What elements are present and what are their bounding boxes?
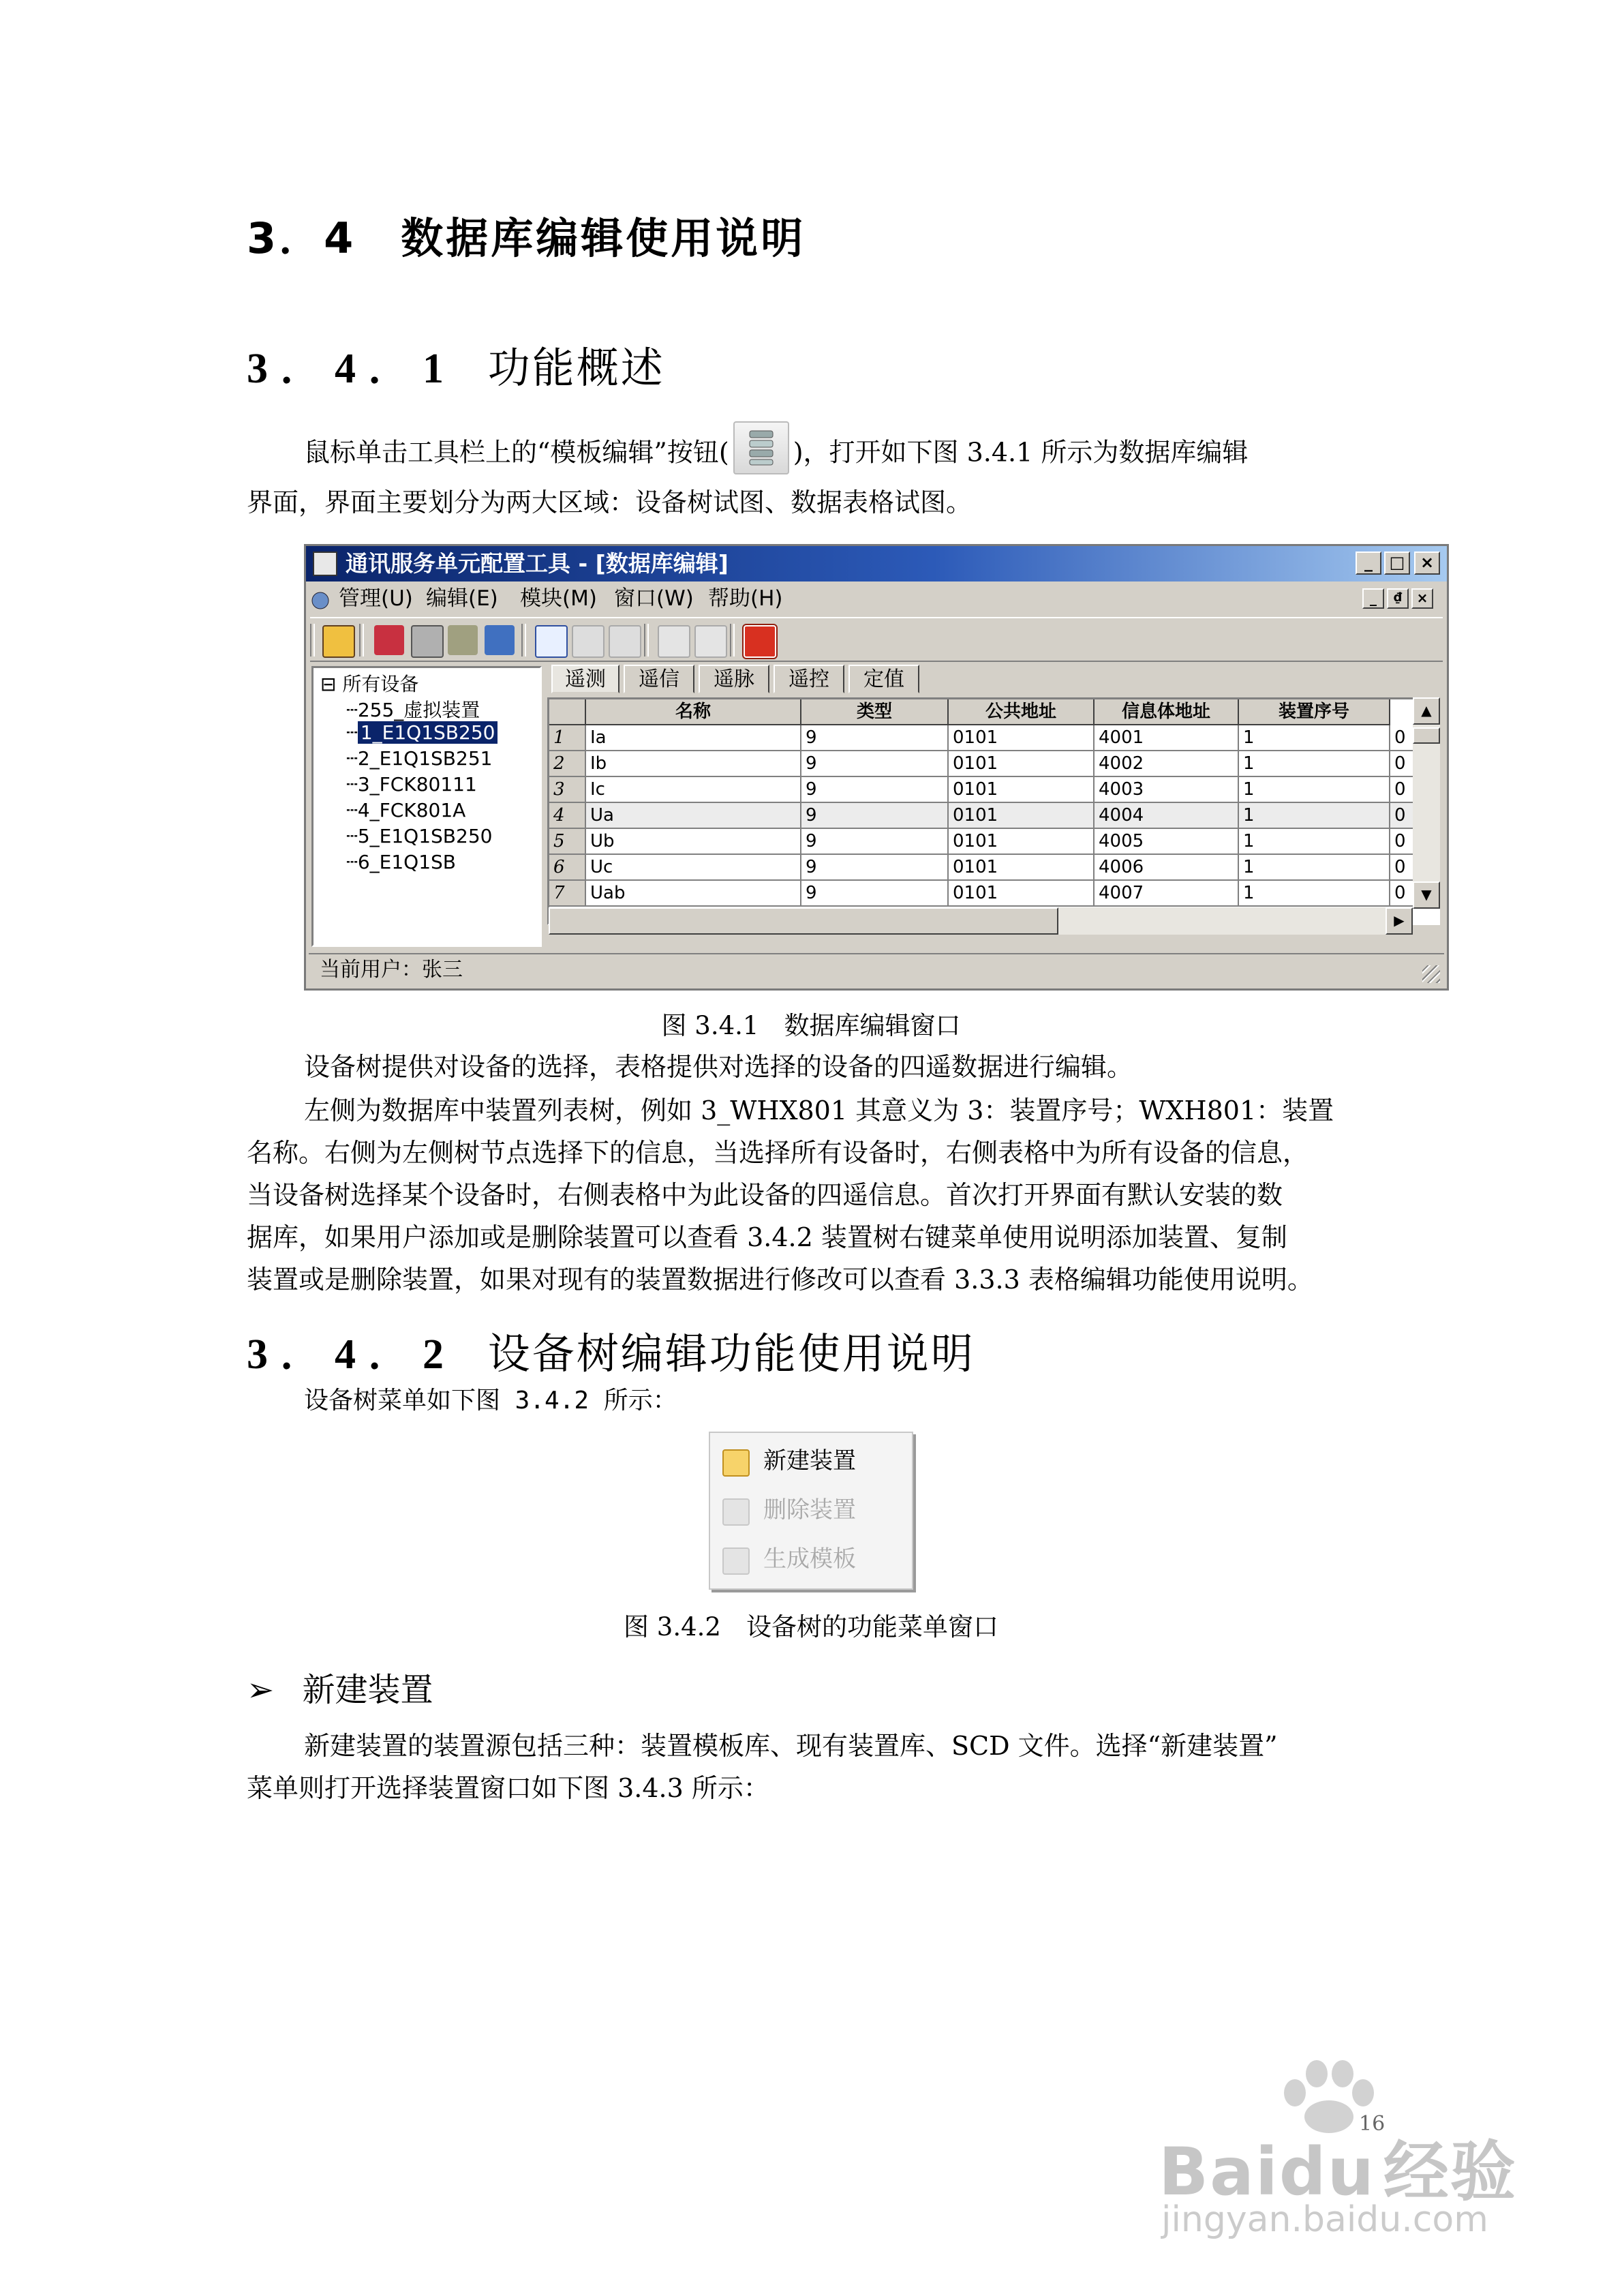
tree-item[interactable]: ┄4_FCK801A [346, 799, 466, 821]
table-cell[interactable]: 9 [801, 725, 949, 751]
table-cell[interactable]: 1 [1239, 829, 1390, 855]
paragraph-menu-intro: 设备树菜单如下图 3.4.2 所示： [304, 1387, 677, 1415]
resize-grip-icon[interactable] [1422, 965, 1440, 983]
watermark-cn: 经验 [1383, 2134, 1517, 2210]
mdi-close-button[interactable]: × [1411, 588, 1433, 609]
table-cell[interactable]: 0101 [949, 777, 1095, 803]
table-cell[interactable]: 1 [1239, 855, 1390, 881]
delete-icon[interactable] [609, 625, 641, 658]
scroll-up-icon[interactable]: ▲ [1413, 697, 1440, 725]
table-cell[interactable]: 4007 [1095, 881, 1239, 907]
table-cell[interactable]: 0101 [949, 803, 1095, 829]
table-cell[interactable]: Ic [586, 777, 801, 803]
paragraph-intro: 鼠标单击工具栏上的“模板编辑”按钮( )，打开如下图 3.4.1 所示为数据库编辑 界面，界面主要划分为两大区域：设备树试图、数据表格试图。 [247, 428, 1392, 524]
window-titlebar [306, 546, 1447, 581]
table-cell[interactable]: 1 [1239, 725, 1390, 751]
row-header[interactable]: 3 [549, 777, 586, 803]
mdi-doc-icon [310, 588, 331, 609]
table-cell[interactable]: 0 [1390, 751, 1440, 777]
table-cell[interactable]: 0 [1390, 855, 1440, 881]
menu-manage[interactable]: 管理(U) [339, 586, 413, 611]
tree-item[interactable]: ┄255_虚拟装置 [346, 699, 480, 721]
table-cell[interactable]: 0 [1390, 777, 1440, 803]
database-edit-window [304, 544, 1449, 991]
tree-item[interactable]: ┄5_E1Q1SB250 [346, 825, 493, 847]
table-cell[interactable]: 0 [1390, 803, 1440, 829]
device-tree-context-menu [709, 1432, 913, 1590]
table-cell[interactable]: 4006 [1095, 855, 1239, 881]
table-cell[interactable]: Ia [586, 725, 801, 751]
table-cell[interactable]: 4003 [1095, 777, 1239, 803]
scroll-thumb[interactable] [1413, 727, 1440, 744]
column-header[interactable]: 装置序号 [1239, 699, 1390, 725]
menu-window[interactable]: 窗口(W) [614, 586, 694, 611]
menu-edit[interactable]: 编辑(E) [426, 586, 498, 611]
figure-caption-1: 图 3.4.1 数据库编辑窗口 [661, 1011, 961, 1040]
tree-expand-icon[interactable]: ⊟ [320, 673, 337, 695]
status-user: 当前用户：张三 [320, 958, 463, 982]
tab-setting[interactable]: 定值 [848, 665, 919, 693]
paragraph-tree-detail: 左侧为数据库中装置列表树，例如 3_WHX801 其意义为 3：装置序号；WXH801：装置 名称。右侧为左侧树节点选择下的信息，当选择所有设备时，右侧表格中为所有设备的信息， 当设备树选择某个设备时，右侧表格中为此设备的四遥信息。首次打开界面有默认安装的数 据库，如果用户添加或是删除装置可以查看 3.4.2 装置树右键菜单使用说明添加装置、复制 装置或是删除装置，如果对现有的装置数据进行修改可以查看 3.3.3 表格编辑功能使用说明。 [247, 1096, 1334, 1295]
table-cell[interactable]: 4002 [1095, 751, 1239, 777]
tree-item-selected[interactable]: ┄ 1_E1Q1SB250 [346, 721, 498, 744]
row-header[interactable]: 4 [549, 803, 586, 829]
book-icon[interactable] [485, 625, 515, 655]
save-icon[interactable] [658, 625, 690, 658]
scroll-down-icon[interactable]: ▼ [1413, 881, 1440, 909]
tab-telemetry[interactable]: 遥测 [551, 665, 619, 693]
mdi-minimize-button[interactable]: _ [1362, 588, 1384, 609]
tab-telesignal[interactable]: 遥信 [624, 665, 694, 693]
subsection-title: 设备树编辑功能使用说明 [487, 1329, 975, 1378]
table-cell[interactable]: 0 [1390, 829, 1440, 855]
menu-module[interactable]: 模块(M) [520, 586, 597, 611]
tree-item[interactable]: ┄3_FCK80111 [346, 773, 477, 796]
copy-icon[interactable] [535, 625, 568, 658]
table-cell[interactable]: 0101 [949, 855, 1095, 881]
table-cell[interactable]: 0 [1390, 881, 1440, 907]
table-cell[interactable]: Ua [586, 803, 801, 829]
minimize-button[interactable]: _ [1356, 552, 1381, 575]
table-row[interactable] [549, 855, 1440, 881]
tree-item[interactable]: ┄6_E1Q1SB [346, 851, 457, 873]
template-edit-toolbar-icon[interactable] [411, 625, 444, 658]
table-row[interactable] [549, 751, 1440, 777]
table-cell[interactable]: Ub [586, 829, 801, 855]
table-cell[interactable]: 1 [1239, 751, 1390, 777]
row-header[interactable]: 5 [549, 829, 586, 855]
table-cell[interactable]: 9 [801, 751, 949, 777]
table-cell[interactable]: 1 [1239, 881, 1390, 907]
row-header[interactable]: 6 [549, 855, 586, 881]
column-header[interactable]: 信息体地址 [1095, 699, 1239, 725]
table-cell[interactable]: 0101 [949, 881, 1095, 907]
table-row[interactable] [549, 777, 1440, 803]
table-cell[interactable]: Uc [586, 855, 801, 881]
users-icon[interactable] [322, 625, 355, 658]
row-header[interactable]: 7 [549, 881, 586, 907]
table-cell[interactable]: 4004 [1095, 803, 1239, 829]
app-icon [313, 552, 337, 576]
row-header[interactable]: 1 [549, 725, 586, 751]
tab-telecontrol[interactable]: 遥控 [774, 665, 844, 693]
save-all-icon[interactable] [694, 625, 727, 658]
menu-help[interactable]: 帮助(H) [708, 586, 783, 611]
paragraph-tree-desc: 设备树提供对设备的选择，表格提供对选择的设备的四遥数据进行编辑。 [304, 1052, 1133, 1082]
menu-item-new-device[interactable]: 新建装置 [710, 1438, 912, 1483]
row-header[interactable]: 2 [549, 751, 586, 777]
table-cell[interactable]: 1 [1239, 803, 1390, 829]
new-device-icon [722, 1449, 750, 1477]
table-cell[interactable]: 0101 [949, 751, 1095, 777]
table-cell[interactable]: 9 [801, 881, 949, 907]
delete-device-icon [722, 1498, 750, 1526]
table-cell[interactable]: 0 [1390, 725, 1440, 751]
table-row[interactable] [549, 829, 1440, 855]
table-cell[interactable]: 0101 [949, 725, 1095, 751]
tree-item[interactable]: ┄2_E1Q1SB251 [346, 747, 493, 770]
close-button[interactable]: × [1414, 552, 1440, 575]
table-cell[interactable]: 4001 [1095, 725, 1239, 751]
menu-item-delete-device[interactable]: 删除装置 [710, 1487, 912, 1532]
table-cell[interactable]: Ib [586, 751, 801, 777]
column-header[interactable]: 公共地址 [949, 699, 1095, 725]
subsection-heading-342 [247, 1320, 975, 1380]
scroll-right-icon[interactable]: ▶ [1386, 907, 1413, 935]
column-header[interactable]: 类型 [801, 699, 949, 725]
mdi-restore-button[interactable]: ₫ [1387, 588, 1409, 609]
vertical-scrollbar[interactable] [1413, 697, 1440, 909]
table-row[interactable] [549, 803, 1440, 829]
device-tree [311, 666, 542, 947]
table-row[interactable] [549, 881, 1440, 907]
bullet-arrow-icon: ➢ [247, 1671, 275, 1709]
corner-cell [549, 699, 586, 725]
window-title: 通讯服务单元配置工具 - [数据库编辑] [346, 550, 729, 577]
column-header[interactable]: 名称 [586, 699, 801, 725]
status-bar [309, 953, 1444, 986]
horizontal-scrollbar[interactable] [549, 907, 1413, 935]
table-cell[interactable]: 9 [801, 803, 949, 829]
table-cell[interactable]: 9 [801, 855, 949, 881]
table-cell[interactable]: 1 [1239, 777, 1390, 803]
table-cell[interactable]: 9 [801, 829, 949, 855]
tab-telepulse[interactable]: 遥脉 [699, 665, 769, 693]
subsection-title: 功能概述 [487, 343, 665, 393]
table-cell[interactable]: 0101 [949, 829, 1095, 855]
paste-icon[interactable] [572, 625, 605, 658]
table-cell[interactable]: Uab [586, 881, 801, 907]
paragraph-new-device: 新建装置的装置源包括三种：装置模板库、现有装置库、SCD 文件。选择“新建装置” 菜单则打开选择装置窗口如下图 3.4.3 所示： [247, 1731, 1278, 1803]
bullet-new-device: ➢ 新建装置 [247, 1671, 433, 1709]
subsection-heading-341 [247, 334, 665, 395]
table-cell[interactable]: 4005 [1095, 829, 1239, 855]
table-row[interactable] [549, 725, 1440, 751]
subsection-number: 3．4．2 [247, 1331, 457, 1378]
database-red-icon[interactable] [374, 625, 404, 655]
table-cell[interactable]: 9 [801, 777, 949, 803]
maximize-button[interactable]: □ [1384, 552, 1410, 575]
watermark-brand: Baidu [1159, 2134, 1375, 2210]
data-grid [547, 697, 1440, 925]
menu-bar [306, 583, 1447, 614]
watermark-url: jingyan.baidu.com [1161, 2199, 1488, 2240]
page-number: 16 [1359, 2112, 1386, 2136]
section-heading: 3．4 数据库编辑使用说明 [247, 213, 806, 263]
template-edit-icon [733, 421, 789, 474]
subsection-number: 3．4．1 [247, 346, 457, 392]
power-icon[interactable] [744, 625, 776, 658]
tools-icon[interactable] [448, 625, 478, 655]
generate-template-icon [722, 1547, 750, 1575]
scroll-thumb-horizontal[interactable] [549, 907, 1058, 935]
figure-caption-2: 图 3.4.2 设备树的功能菜单窗口 [624, 1612, 998, 1642]
tree-root[interactable]: ⊟ 所有设备 [320, 673, 419, 695]
toolbar [310, 617, 1443, 662]
menu-item-generate-template[interactable]: 生成模板 [710, 1537, 912, 1582]
